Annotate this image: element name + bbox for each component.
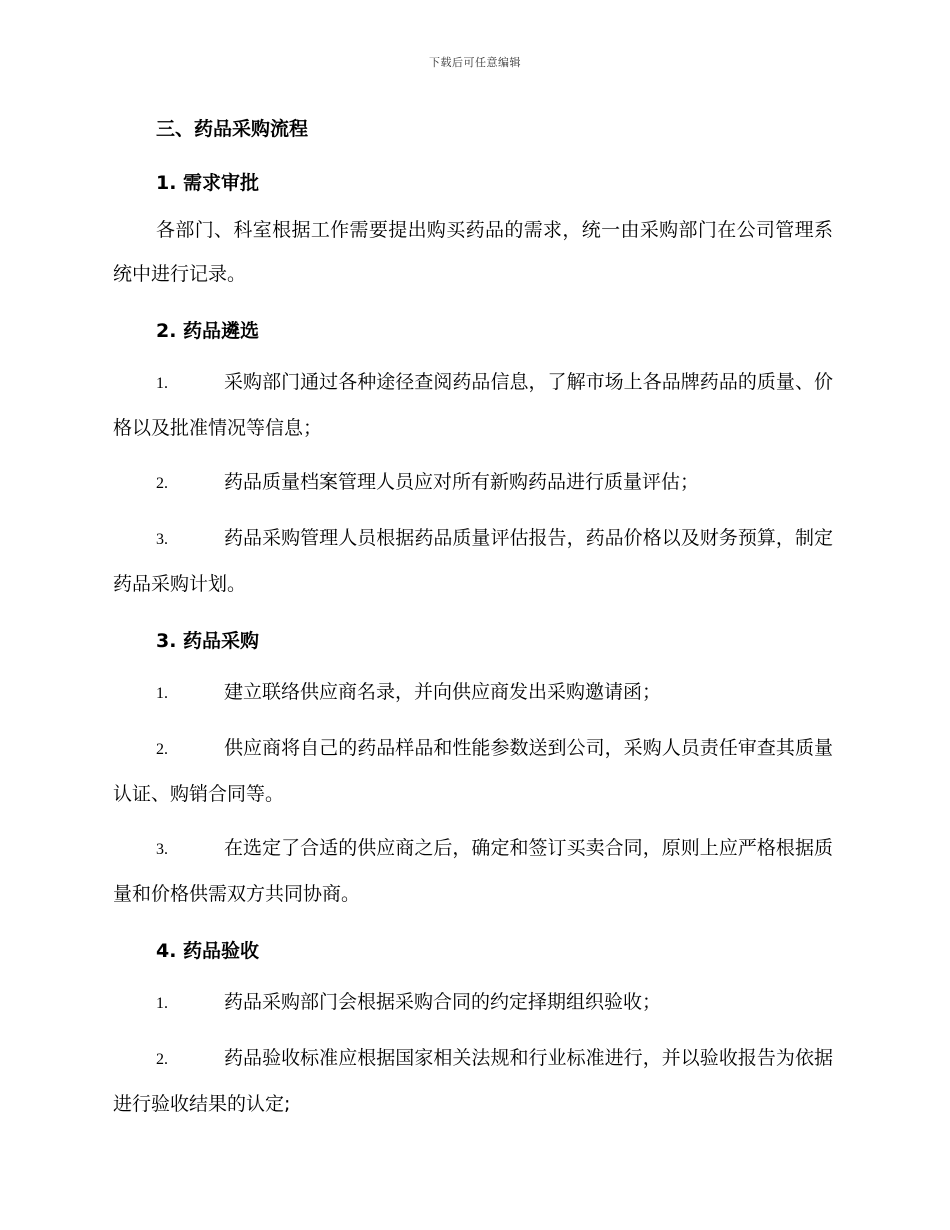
list-item-text: 药品采购部门会根据采购合同的约定择期组织验收； <box>224 991 662 1013</box>
subsection-title-demand-approval: 1. 需求审批 <box>156 172 260 194</box>
list-item <box>113 726 833 816</box>
list-item <box>113 826 833 916</box>
list-item-text: 供应商将自己的药品样品和性能参数送到公司，采购人员责任审查其质量认证、购销合同等。 <box>113 737 833 805</box>
list-item-text: 药品采购管理人员根据药品质量评估报告，药品价格以及财务预算，制定药品采购计划。 <box>113 527 833 595</box>
page-header: 下载后可任意编辑 <box>429 56 521 69</box>
list-item-text: 药品验收标准应根据国家相关法规和行业标准进行，并以验收报告为依据进行验收结果的认定; <box>113 1047 833 1115</box>
subsection-title-drug-selection: 2. 药品遴选 <box>156 320 260 342</box>
list-item-number: 2. <box>156 1051 168 1068</box>
list-item <box>113 1036 833 1126</box>
subsection-title-drug-acceptance: 4. 药品验收 <box>156 940 260 962</box>
paragraph-demand-approval: 各部门、科室根据工作需要提出购买药品的需求，统一由采购部门在公司管理系统中进行记录。 <box>113 219 833 285</box>
list-item-number: 1. <box>156 375 168 392</box>
list-item-text: 药品质量档案管理人员应对所有新购药品进行质量评估； <box>224 471 700 493</box>
list-item <box>113 516 833 606</box>
list-item-number: 2. <box>156 475 168 492</box>
list-item <box>113 360 833 450</box>
section-title: 三、药品采购流程 <box>156 118 309 140</box>
list-item-number: 1. <box>156 685 168 702</box>
list-item-number: 3. <box>156 531 168 548</box>
list-item <box>113 670 833 716</box>
list-item-text: 在选定了合适的供应商之后，确定和签订买卖合同，原则上应严格根据质量和价格供需双方共同协商。 <box>113 837 833 905</box>
list-item-number: 1. <box>156 995 168 1012</box>
document-body <box>113 110 833 1126</box>
list-item-text: 建立联络供应商名录，并向供应商发出采购邀请函； <box>224 681 662 703</box>
list-item <box>113 980 833 1026</box>
list-item-text: 采购部门通过各种途径查阅药品信息，了解市场上各品牌药品的质量、价格以及批准情况等信息； <box>113 371 833 439</box>
subsection-title-drug-procurement: 3. 药品采购 <box>156 630 260 652</box>
list-item <box>113 460 833 506</box>
list-item-number: 2. <box>156 741 168 758</box>
list-item-number: 3. <box>156 841 168 858</box>
